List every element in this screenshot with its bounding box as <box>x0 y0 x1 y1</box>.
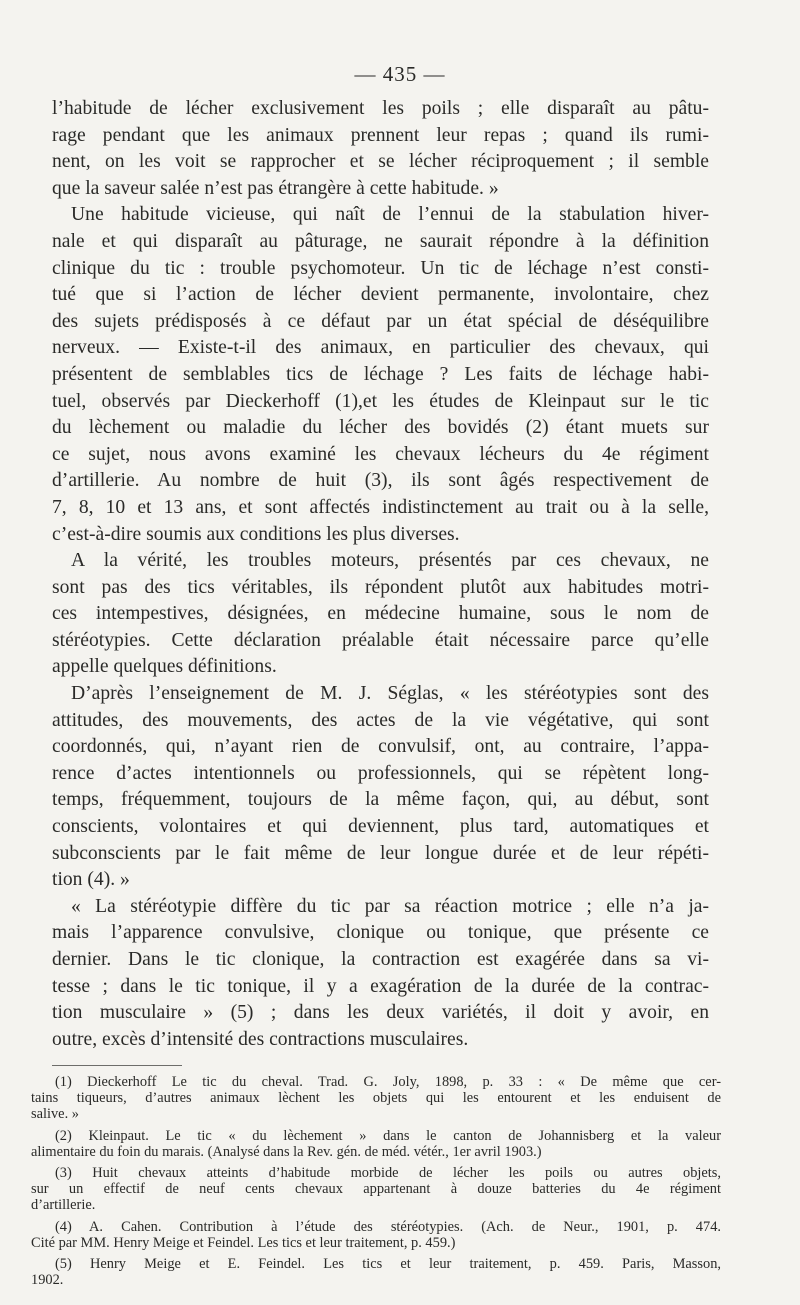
paragraph-3 <box>52 548 709 681</box>
paragraph-5 <box>52 894 709 1054</box>
paragraph-2 <box>52 202 709 548</box>
text-line: ce sujet, nous avons examiné les chevaux lécheurs du 4e régiment <box>52 443 709 465</box>
text-line: rence d’actes intentionnels ou professionnels, qui se répètent long- <box>52 762 709 784</box>
paragraph-4 <box>52 681 709 894</box>
text-line: d’artillerie. Au nombre de huit (3), ils sont âgés respectivement de <box>52 470 709 492</box>
footnote-5 <box>31 1256 721 1288</box>
text-line: rage pendant que les animaux prennent leur repas ; quand ils rumi- <box>52 124 709 146</box>
footnotes <box>31 1074 721 1293</box>
text-line: tué que si l’action de lécher devient permanente, involontaire, chez <box>52 284 709 306</box>
footnote-line: (5) Henry Meige et E. Feindel. Les tics et leur traitement, p. 459. Paris, Masson, <box>55 1256 721 1273</box>
footnote-line: sur un effectif de neuf cents chevaux appartenant à douze batteries du 4e régiment <box>31 1181 721 1198</box>
footnote-4 <box>31 1219 721 1251</box>
text-line: des sujets prédisposés à ce défaut par un état spécial de déséquilibre <box>52 310 709 332</box>
footnote-separator <box>52 1065 182 1066</box>
text-line: nerveux. — Existe-t-il des animaux, en particulier des chevaux, qui <box>52 337 709 359</box>
footnote-line: salive. » <box>31 1106 79 1123</box>
footnote-line: d’artillerie. <box>31 1197 96 1214</box>
footnote-line: (3) Huit chevaux atteints d’habitude morbide de lécher les poils ou autres objets, <box>55 1165 721 1182</box>
text-line: clinique du tic : trouble psychomoteur. Un tic de léchage n’est consti- <box>52 257 709 279</box>
text-line: stéréotypies. Cette déclaration préalable était nécessaire parce qu’elle <box>52 629 709 651</box>
footnote-line: tains tiqueurs, d’autres animaux lèchent les objets qui les entourent et les enduisent de <box>31 1090 721 1107</box>
text-line: temps, fréquemment, toujours de la même façon, qui, au début, sont <box>52 789 709 811</box>
footnote-1 <box>31 1074 721 1123</box>
text-line: coordonnés, qui, n’ayant rien de convulsif, ont, au contraire, l’appa- <box>52 736 709 758</box>
text-line: que la saveur salée n’est pas étrangère à cette habitude. » <box>52 177 499 199</box>
footnote-line: (2) Kleinpaut. Le tic « du lèchement » dans le canton de Johannisberg et la valeur <box>55 1127 721 1144</box>
footnote-line: 1902. <box>31 1272 64 1289</box>
text-line: tuel, observés par Dieckerhoff (1),et les études de Kleinpaut sur le tic <box>52 390 709 412</box>
footnote-line: (1) Dieckerhoff Le tic du cheval. Trad. G. Joly, 1898, p. 33 : « De même que cer- <box>55 1074 721 1090</box>
page-number: — 435 — <box>354 62 446 86</box>
text-line: dernier. Dans le tic clonique, la contraction est exagérée dans sa vi- <box>52 949 709 970</box>
text-line: tion (4). » <box>52 869 130 891</box>
text-line: subconscients par le fait même de leur longue durée et de leur répéti- <box>52 842 709 864</box>
text-line: D’après l’enseignement de M. J. Séglas, « les stéréotypies sont des <box>71 683 709 705</box>
text-line: présentent de semblables tics de léchage ? Les faits de léchage habi- <box>52 363 709 385</box>
text-line: c’est-à-dire soumis aux conditions les plus diverses. <box>52 523 460 545</box>
text-line: Une habitude vicieuse, qui naît de l’ennui de la stabulation hiver- <box>71 204 709 226</box>
footnote-line: Cité par MM. Henry Meige et Feindel. Les tics et leur traitement, p. 459.) <box>31 1234 456 1251</box>
text-line: mais l’apparence convulsive, clonique ou tonique, que présente ce <box>52 922 709 944</box>
text-line: tion musculaire » (5) ; dans les deux variétés, il doit y avoir, en <box>52 1002 709 1024</box>
paragraph-1 <box>52 96 709 202</box>
footnote-3 <box>31 1165 721 1214</box>
text-line: 7, 8, 10 et 13 ans, et sont affectés indistinctement au trait ou à la selle, <box>52 496 709 518</box>
text-line: l’habitude de lécher exclusivement les poils ; elle disparaît au pâtu- <box>52 98 709 119</box>
text-line: conscients, volontaires et qui deviennent, plus tard, automatiques et <box>52 816 709 838</box>
text-line: outre, excès d’intensité des contractions musculaires. <box>52 1028 469 1050</box>
text-line: attitudes, des mouvements, des actes de la vie végétative, qui sont <box>52 709 709 731</box>
footnote-2 <box>31 1128 721 1160</box>
text-line: nent, on les voit se rapprocher et se lécher réciproquement ; il semble <box>52 151 709 173</box>
text-line: A la vérité, les troubles moteurs, présentés par ces chevaux, ne <box>71 550 709 572</box>
text-line: ces intempestives, désignées, en médecine humaine, sous le nom de <box>52 603 709 625</box>
text-line: « La stéréotypie diffère du tic par sa réaction motrice ; elle n’a ja- <box>71 895 709 917</box>
text-line: sont pas des tics véritables, ils répondent plutôt aux habitudes motri- <box>52 576 709 598</box>
text-line: du lèchement ou maladie du lécher des bovidés (2) étant muets sur <box>52 417 709 439</box>
text-line: tesse ; dans le tic tonique, il y a exagération de la durée de la contrac- <box>52 975 709 997</box>
text-line: appelle quelques définitions. <box>52 656 277 678</box>
footnote-line: (4) A. Cahen. Contribution à l’étude des stéréotypies. (Ach. de Neur., 1901, p. 474. <box>55 1218 721 1235</box>
text-line: nale et qui disparaît au pâturage, ne saurait répondre à la définition <box>52 230 709 252</box>
footnote-line: alimentaire du foin du marais. (Analysé dans la Rev. gén. de méd. vétér., 1er avril 1903.) <box>31 1143 542 1160</box>
body-text <box>52 96 709 1053</box>
